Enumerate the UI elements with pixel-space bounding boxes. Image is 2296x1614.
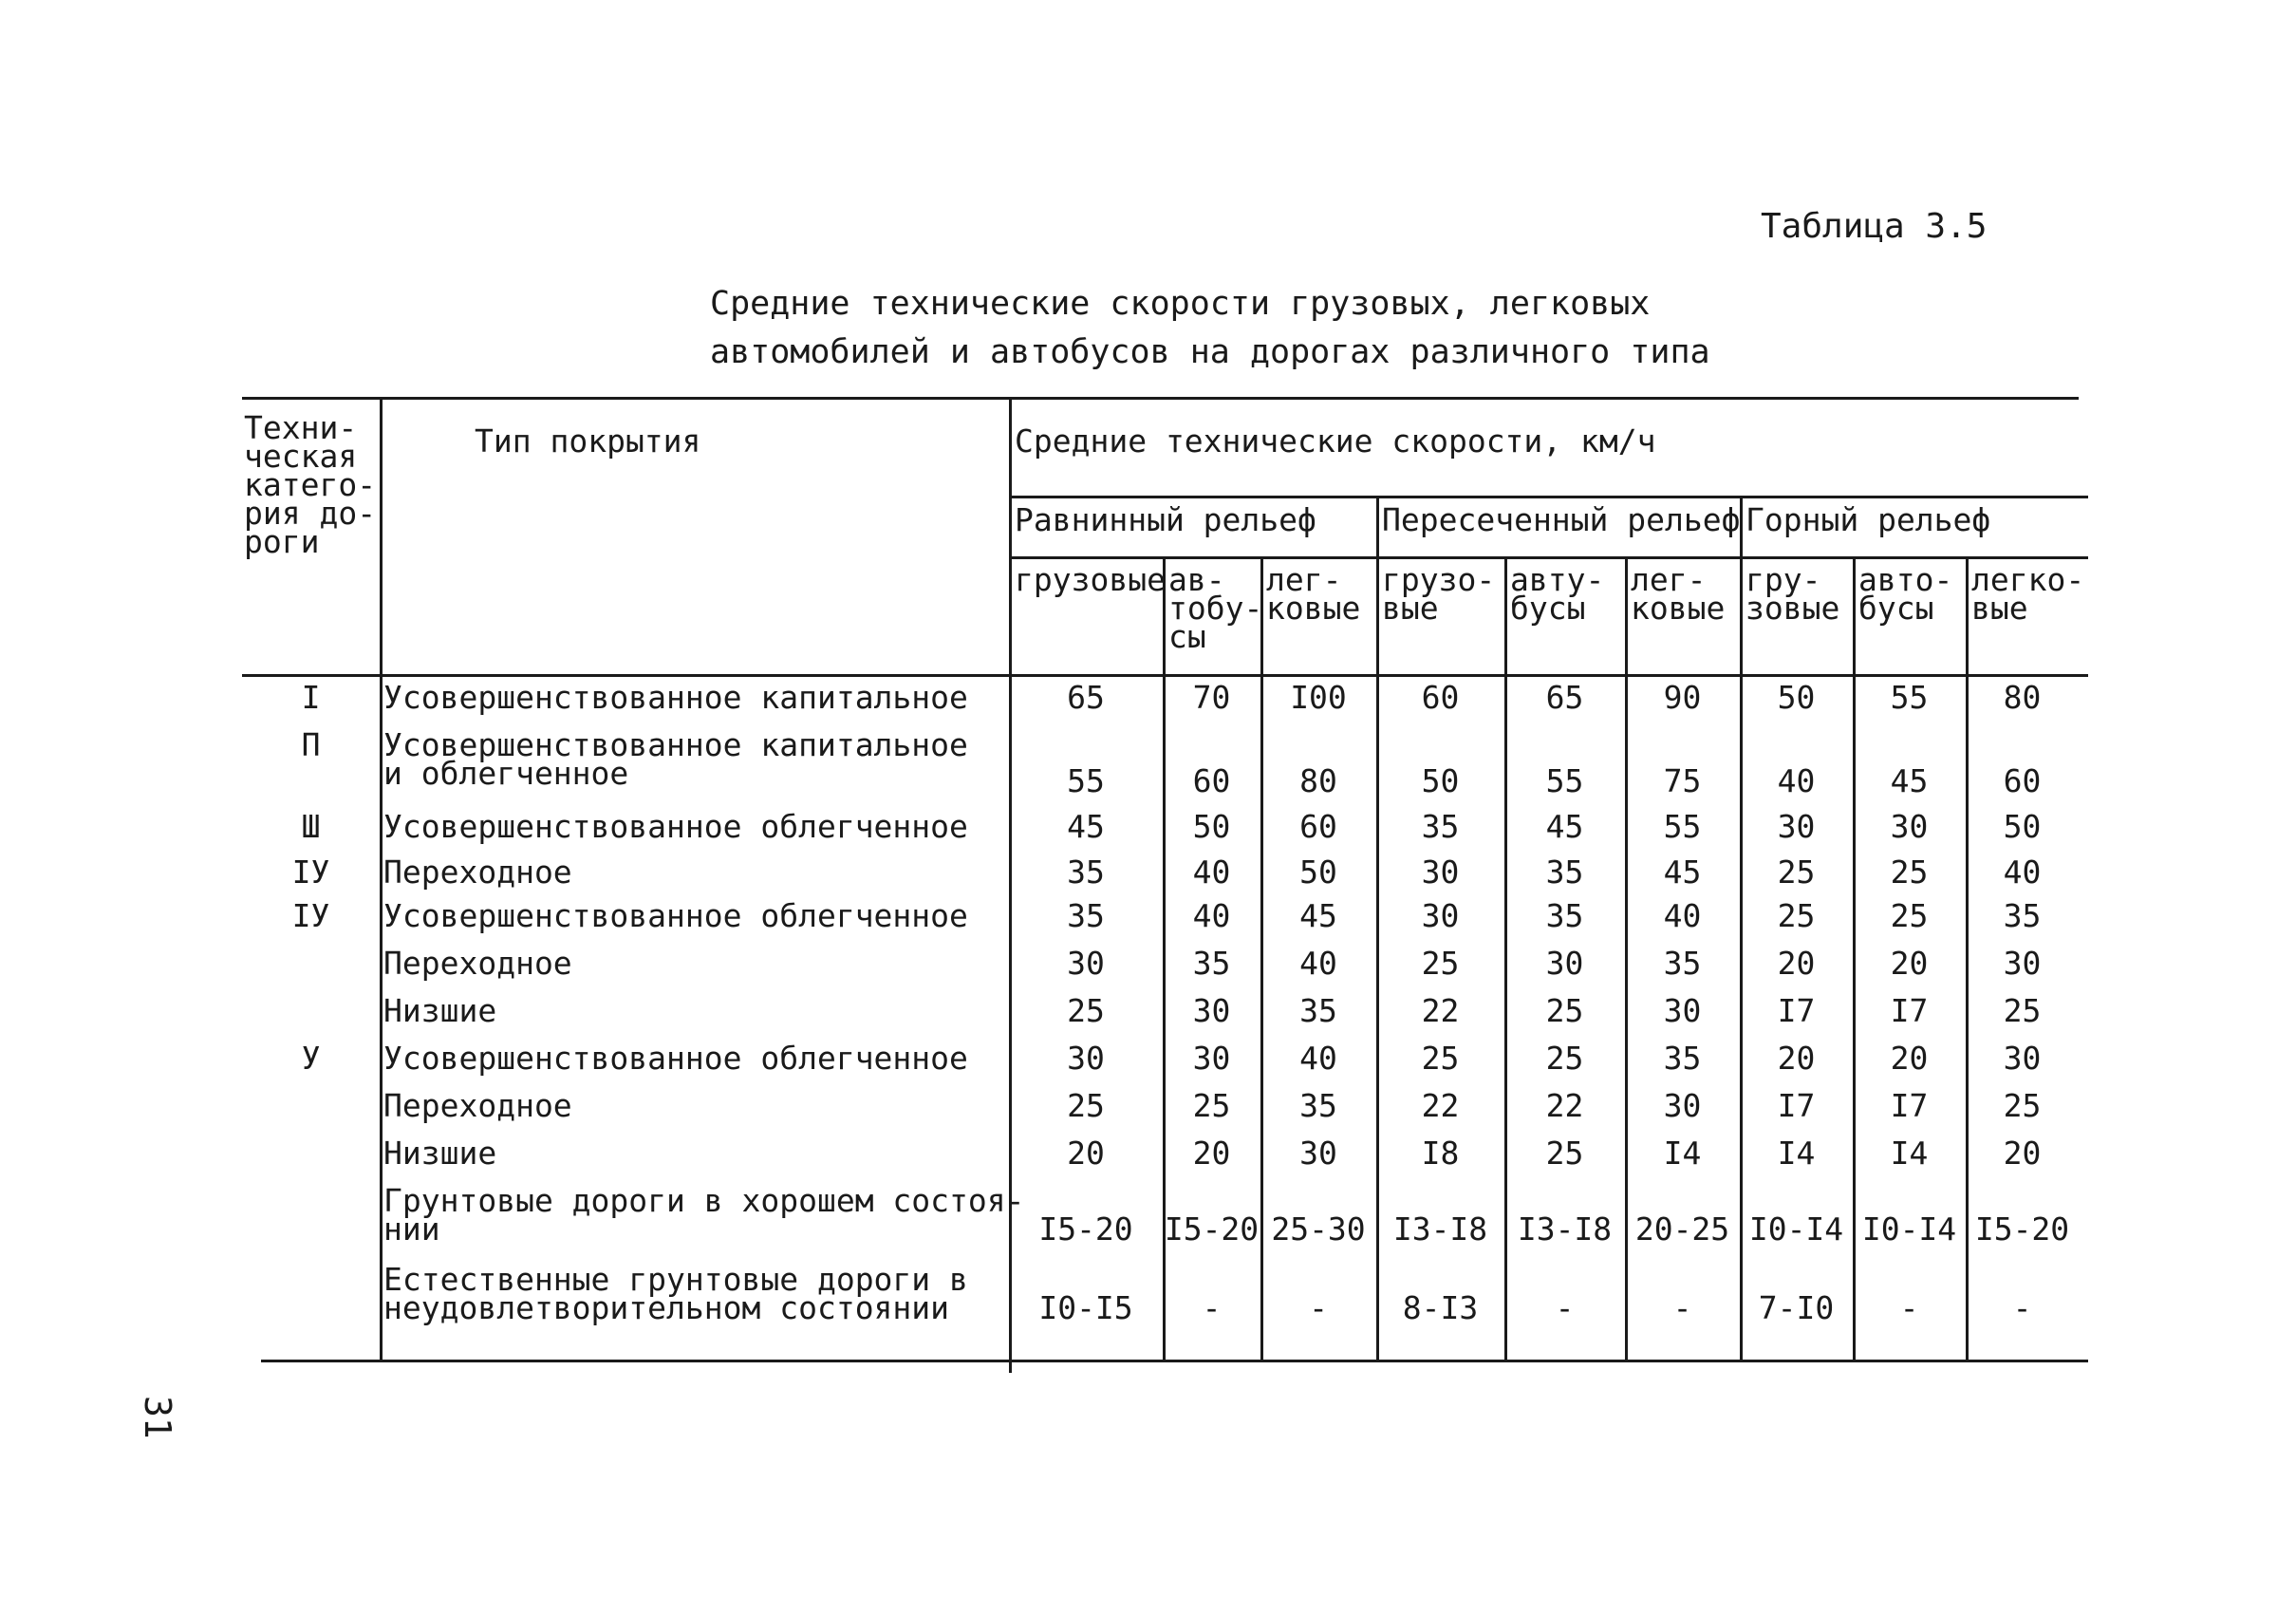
row-value: 20 [1890,945,1929,982]
row-value: I00 [1290,679,1347,716]
row-value: 20-25 [1634,1210,1730,1248]
row-value: 35 [1663,945,1702,982]
row-surface: Переходное [383,945,572,982]
row-value: - [1309,1289,1328,1326]
header-vehicle-1: ав- тобу- сы [1168,561,1263,655]
row-value: I4 [1890,1135,1929,1172]
row-value: - [1672,1289,1692,1326]
row-value: I0-I4 [1748,1210,1844,1248]
row-value: 55 [1545,762,1584,799]
row-value: 25 [1890,897,1929,934]
row-value: 60 [2003,762,2042,799]
page-number: 31 [137,1396,178,1439]
row-value: 25 [1545,1040,1584,1077]
row-category: Ш [301,808,321,845]
header-relief-plain: Равнинный рельеф [1015,501,1316,538]
row-value: 30 [2003,945,2042,982]
row-value: 20 [1890,1040,1929,1077]
row-value: 30 [1067,1040,1105,1077]
row-value: 25 [2003,1087,2042,1124]
row-surface: Усовершенствованное облегченное [383,808,968,845]
row-value: I0-I5 [1038,1289,1133,1326]
speed-table [242,397,2085,1365]
header-rule-2 [1009,556,2088,559]
table-top-rule [242,397,2079,400]
row-value: 30 [1545,945,1584,982]
row-value: 40 [1299,945,1337,982]
row-value: 60 [1192,762,1231,799]
title-line-1: Средние технические скорости грузовых, легковых [710,285,1651,323]
row-surface: Усовершенствованное облегченное [383,897,968,934]
row-value: 60 [1299,808,1337,845]
row-value: 40 [1663,897,1702,934]
row-category: I [301,679,321,716]
row-value: 25 [1067,1087,1105,1124]
row-value: 40 [2003,854,2042,891]
row-value: 30 [1421,854,1460,891]
row-value: I5-20 [1164,1210,1260,1248]
row-value: 22 [1421,1087,1460,1124]
row-value: 25 [1192,1087,1231,1124]
row-value: 22 [1545,1087,1584,1124]
row-value: 35 [1545,854,1584,891]
row-value: 20 [1067,1135,1105,1172]
row-value: 30 [1663,992,1702,1029]
header-vehicle-7: авто- бусы [1858,561,1953,627]
header-vehicle-5: лег- ковые [1631,561,1726,627]
row-category: У [301,1040,321,1077]
row-value: 25 [1545,992,1584,1029]
row-value: 50 [1777,679,1816,716]
row-value: 35 [1067,854,1105,891]
row-value: 30 [1421,897,1460,934]
row-value: 45 [1545,808,1584,845]
title-line-2: автомобилей и автобусов на дорогах различного типа [710,333,1710,371]
row-value: I4 [1777,1135,1816,1172]
row-surface: Переходное [383,1087,572,1124]
header-vehicle-0: грузовые [1015,561,1166,598]
row-surface: Усовершенствованное капитальное и облегченное [383,726,968,792]
table-title [710,280,1716,377]
row-surface: Усовершенствованное капитальное [383,679,968,716]
row-value: I0-I4 [1861,1210,1957,1248]
row-value: 25 [1777,854,1816,891]
row-value: 40 [1192,854,1231,891]
row-surface: Переходное [383,854,572,891]
row-value: - [2012,1289,2032,1326]
col-rule-category [380,397,383,1361]
row-value: 30 [1663,1087,1702,1124]
row-value: I3-I8 [1392,1210,1488,1248]
row-value: 22 [1421,992,1460,1029]
row-value: - [1555,1289,1575,1326]
row-value: 45 [1067,808,1105,845]
row-value: 30 [1067,945,1105,982]
header-vehicle-8: легко- вые [1971,561,2085,627]
row-surface: Усовершенствованное облегченное [383,1040,968,1077]
row-value: 25 [1421,945,1460,982]
row-value: 25 [1545,1135,1584,1172]
row-value: 7-I0 [1758,1289,1835,1326]
row-value: 25 [1777,897,1816,934]
row-value: 70 [1192,679,1231,716]
row-value: 50 [1299,854,1337,891]
row-value: - [1202,1289,1222,1326]
row-surface: Низшие [383,1135,497,1172]
row-value: 25 [1067,992,1105,1029]
row-value: 30 [1299,1135,1337,1172]
row-value: 50 [1421,762,1460,799]
row-value: 50 [1192,808,1231,845]
row-value: 35 [2003,897,2042,934]
row-value: 35 [1299,992,1337,1029]
row-value: 40 [1777,762,1816,799]
row-value: 30 [1192,1040,1231,1077]
row-value: I4 [1663,1135,1702,1172]
row-value: 45 [1890,762,1929,799]
row-value: 65 [1545,679,1584,716]
row-value: I7 [1890,1087,1929,1124]
row-surface: Грунтовые дороги в хорошем состоя- нии [383,1182,1025,1248]
row-value: 80 [2003,679,2042,716]
row-value: 40 [1299,1040,1337,1077]
row-value: I8 [1421,1135,1460,1172]
row-value: 55 [1663,808,1702,845]
row-value: I3-I8 [1517,1210,1613,1248]
row-value: 30 [1890,808,1929,845]
header-vehicle-6: гру- зовые [1745,561,1840,627]
header-speeds: Средние технические скорости, км/ч [1015,422,1656,460]
row-surface: Низшие [383,992,497,1029]
row-category: IУ [291,897,330,934]
row-value: 30 [2003,1040,2042,1077]
row-value: 25 [1890,854,1929,891]
header-surface: Тип покрытия [475,422,701,460]
row-value: I7 [1890,992,1929,1029]
row-value: 35 [1067,897,1105,934]
row-value: 45 [1663,854,1702,891]
header-relief-mountain: Горный рельеф [1745,501,1991,538]
row-value: 40 [1192,897,1231,934]
row-value: 20 [1777,1040,1816,1077]
row-category: П [301,726,321,763]
table-label: Таблица 3.5 [1761,207,1988,246]
row-value: I7 [1777,992,1816,1029]
row-value: 20 [1777,945,1816,982]
row-value: 35 [1663,1040,1702,1077]
row-value: - [1899,1289,1919,1326]
header-vehicle-2: лег- ковые [1266,561,1361,627]
row-category: IУ [291,854,330,891]
header-rule-1 [1009,496,2088,498]
row-surface: Естественные грунтовые дороги в неудовлетворительном состоянии [383,1261,968,1326]
row-value: 25 [1421,1040,1460,1077]
header-vehicle-4: авту- бусы [1510,561,1605,627]
row-value: 60 [1421,679,1460,716]
row-value: 35 [1192,945,1231,982]
row-value: 65 [1067,679,1105,716]
header-relief-rugged: Пересеченный рельеф [1382,501,1741,538]
row-value: 75 [1663,762,1702,799]
row-value: 30 [1777,808,1816,845]
row-value: 55 [1890,679,1929,716]
row-value: 90 [1663,679,1702,716]
row-value: 30 [1192,992,1231,1029]
row-value: 8-I3 [1402,1289,1479,1326]
table-bottom-rule [261,1360,2088,1362]
row-value: I5-20 [1038,1210,1133,1248]
row-value: 80 [1299,762,1337,799]
row-value: 45 [1299,897,1337,934]
row-value: 20 [1192,1135,1231,1172]
row-value: 35 [1545,897,1584,934]
header-category: Техни- ческая катего- рия до- роги [244,409,377,560]
row-value: 55 [1067,762,1105,799]
row-value: 20 [2003,1135,2042,1172]
row-value: I5-20 [1974,1210,2070,1248]
row-value: 50 [2003,808,2042,845]
row-value: 35 [1299,1087,1337,1124]
row-value: I7 [1777,1087,1816,1124]
row-value: 35 [1421,808,1460,845]
header-vehicle-3: грузо- вые [1382,561,1496,627]
row-value: 25-30 [1271,1210,1366,1248]
row-value: 25 [2003,992,2042,1029]
